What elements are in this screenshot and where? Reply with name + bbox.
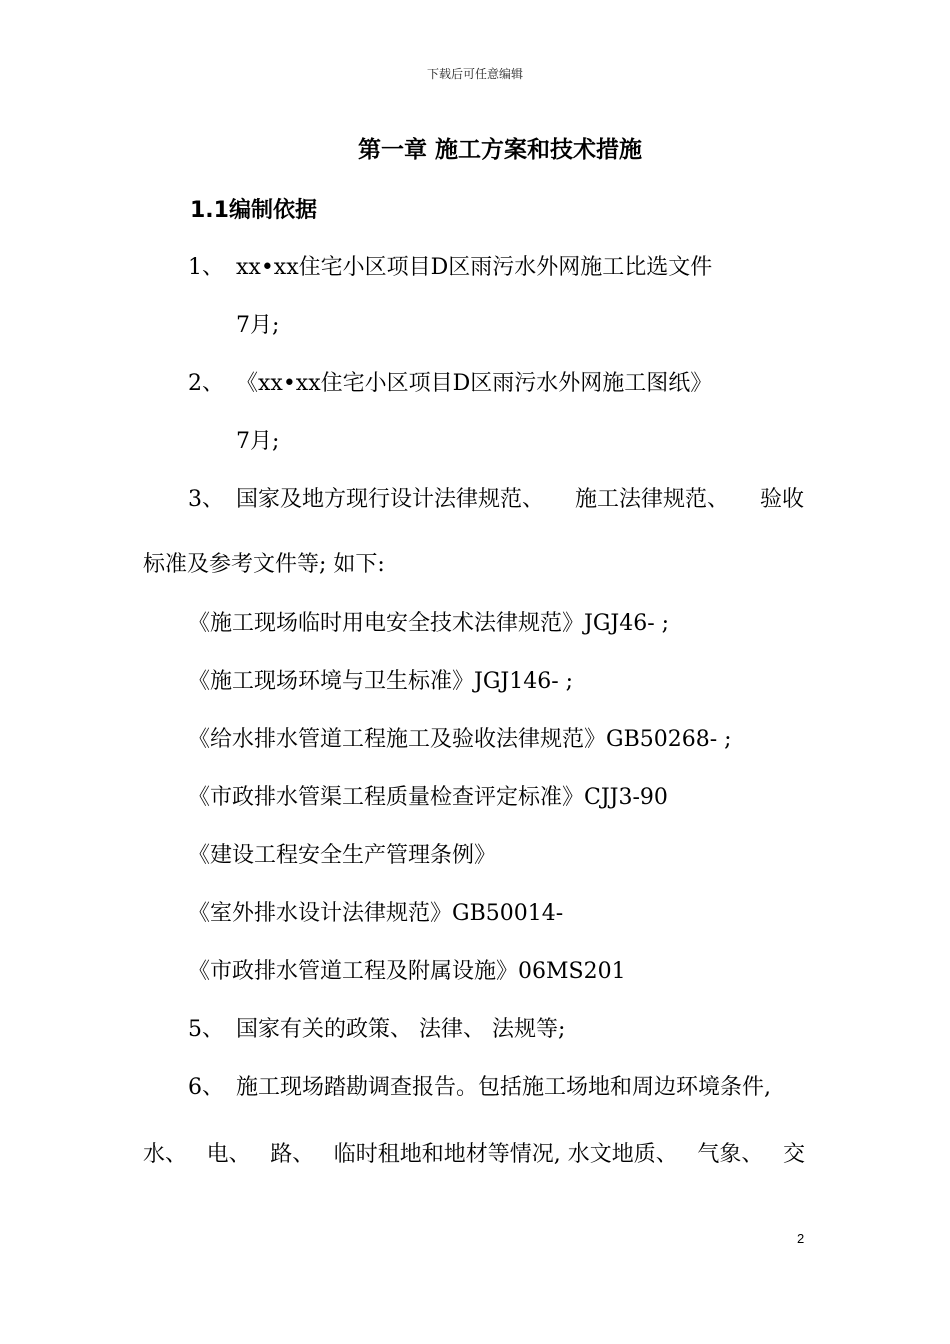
standard-item: 《室外排水设计法律规范》GB50014-	[188, 901, 564, 926]
list-item-number: 2、	[188, 371, 224, 396]
list-item-text: xx•xx住宅小区项目D区雨污水外网施工比选文件	[236, 255, 713, 280]
list-item-3-continuation: 标准及参考文件等; 如下:	[143, 552, 385, 577]
standard-item: 《市政排水管道工程及附属设施》06MS201	[188, 959, 626, 984]
list-item-text-part: 路、	[270, 1142, 315, 1167]
chapter-title: 第一章 施工方案和技术措施	[357, 137, 642, 163]
list-item-text-part: 水、	[143, 1142, 188, 1167]
list-item-text-part: 临时租地和地材等情况, 水文地质、	[333, 1142, 678, 1167]
list-item-6	[188, 1073, 771, 1103]
list-item-number: 5、	[188, 1017, 224, 1042]
page-header: 下载后可任意编辑	[426, 67, 523, 81]
list-item-3	[188, 485, 236, 515]
list-item-5	[188, 1015, 565, 1045]
list-item-text: 《xx•xx住宅小区项目D区雨污水外网施工图纸》	[236, 371, 713, 396]
list-item-text-part: 验收	[759, 487, 804, 512]
list-item-text: 施工现场踏勘调查报告。包括施工场地和周边环境条件,	[236, 1075, 771, 1100]
list-item-2-continuation: 7月;	[236, 429, 280, 454]
standard-item: 《建设工程安全生产管理条例》	[188, 843, 497, 868]
list-item-number: 3、	[188, 487, 224, 512]
list-item-text-part: 国家及地方现行设计法律规范、	[236, 487, 545, 512]
list-item-text-part: 气象、	[697, 1142, 764, 1167]
list-item-number: 6、	[188, 1075, 224, 1100]
standard-item: 《施工现场临时用电安全技术法律规范》JGJ46- ;	[188, 611, 670, 636]
list-item-text-part: 交	[782, 1142, 805, 1167]
standard-item: 《施工现场环境与卫生标准》JGJ146- ;	[188, 669, 574, 694]
standard-item: 《市政排水管渠工程质量检查评定标准》CJJ3-90	[188, 785, 668, 810]
list-item-2	[188, 369, 712, 399]
section-heading: 1.1编制依据	[190, 198, 317, 223]
list-item-1	[188, 253, 712, 283]
page-number: 2	[797, 1231, 805, 1246]
list-item-text-part: 施工法律规范、	[574, 487, 729, 512]
list-item-number: 1、	[188, 255, 224, 280]
list-item-6-continuation	[143, 1140, 805, 1170]
standard-item: 《给水排水管道工程施工及验收法律规范》GB50268- ;	[188, 727, 732, 752]
list-item-text: 国家有关的政策、 法律、 法规等;	[236, 1017, 566, 1042]
list-item-3-text	[236, 485, 804, 515]
list-item-1-continuation: 7月;	[236, 313, 280, 338]
list-item-text-part: 电、	[206, 1142, 251, 1167]
